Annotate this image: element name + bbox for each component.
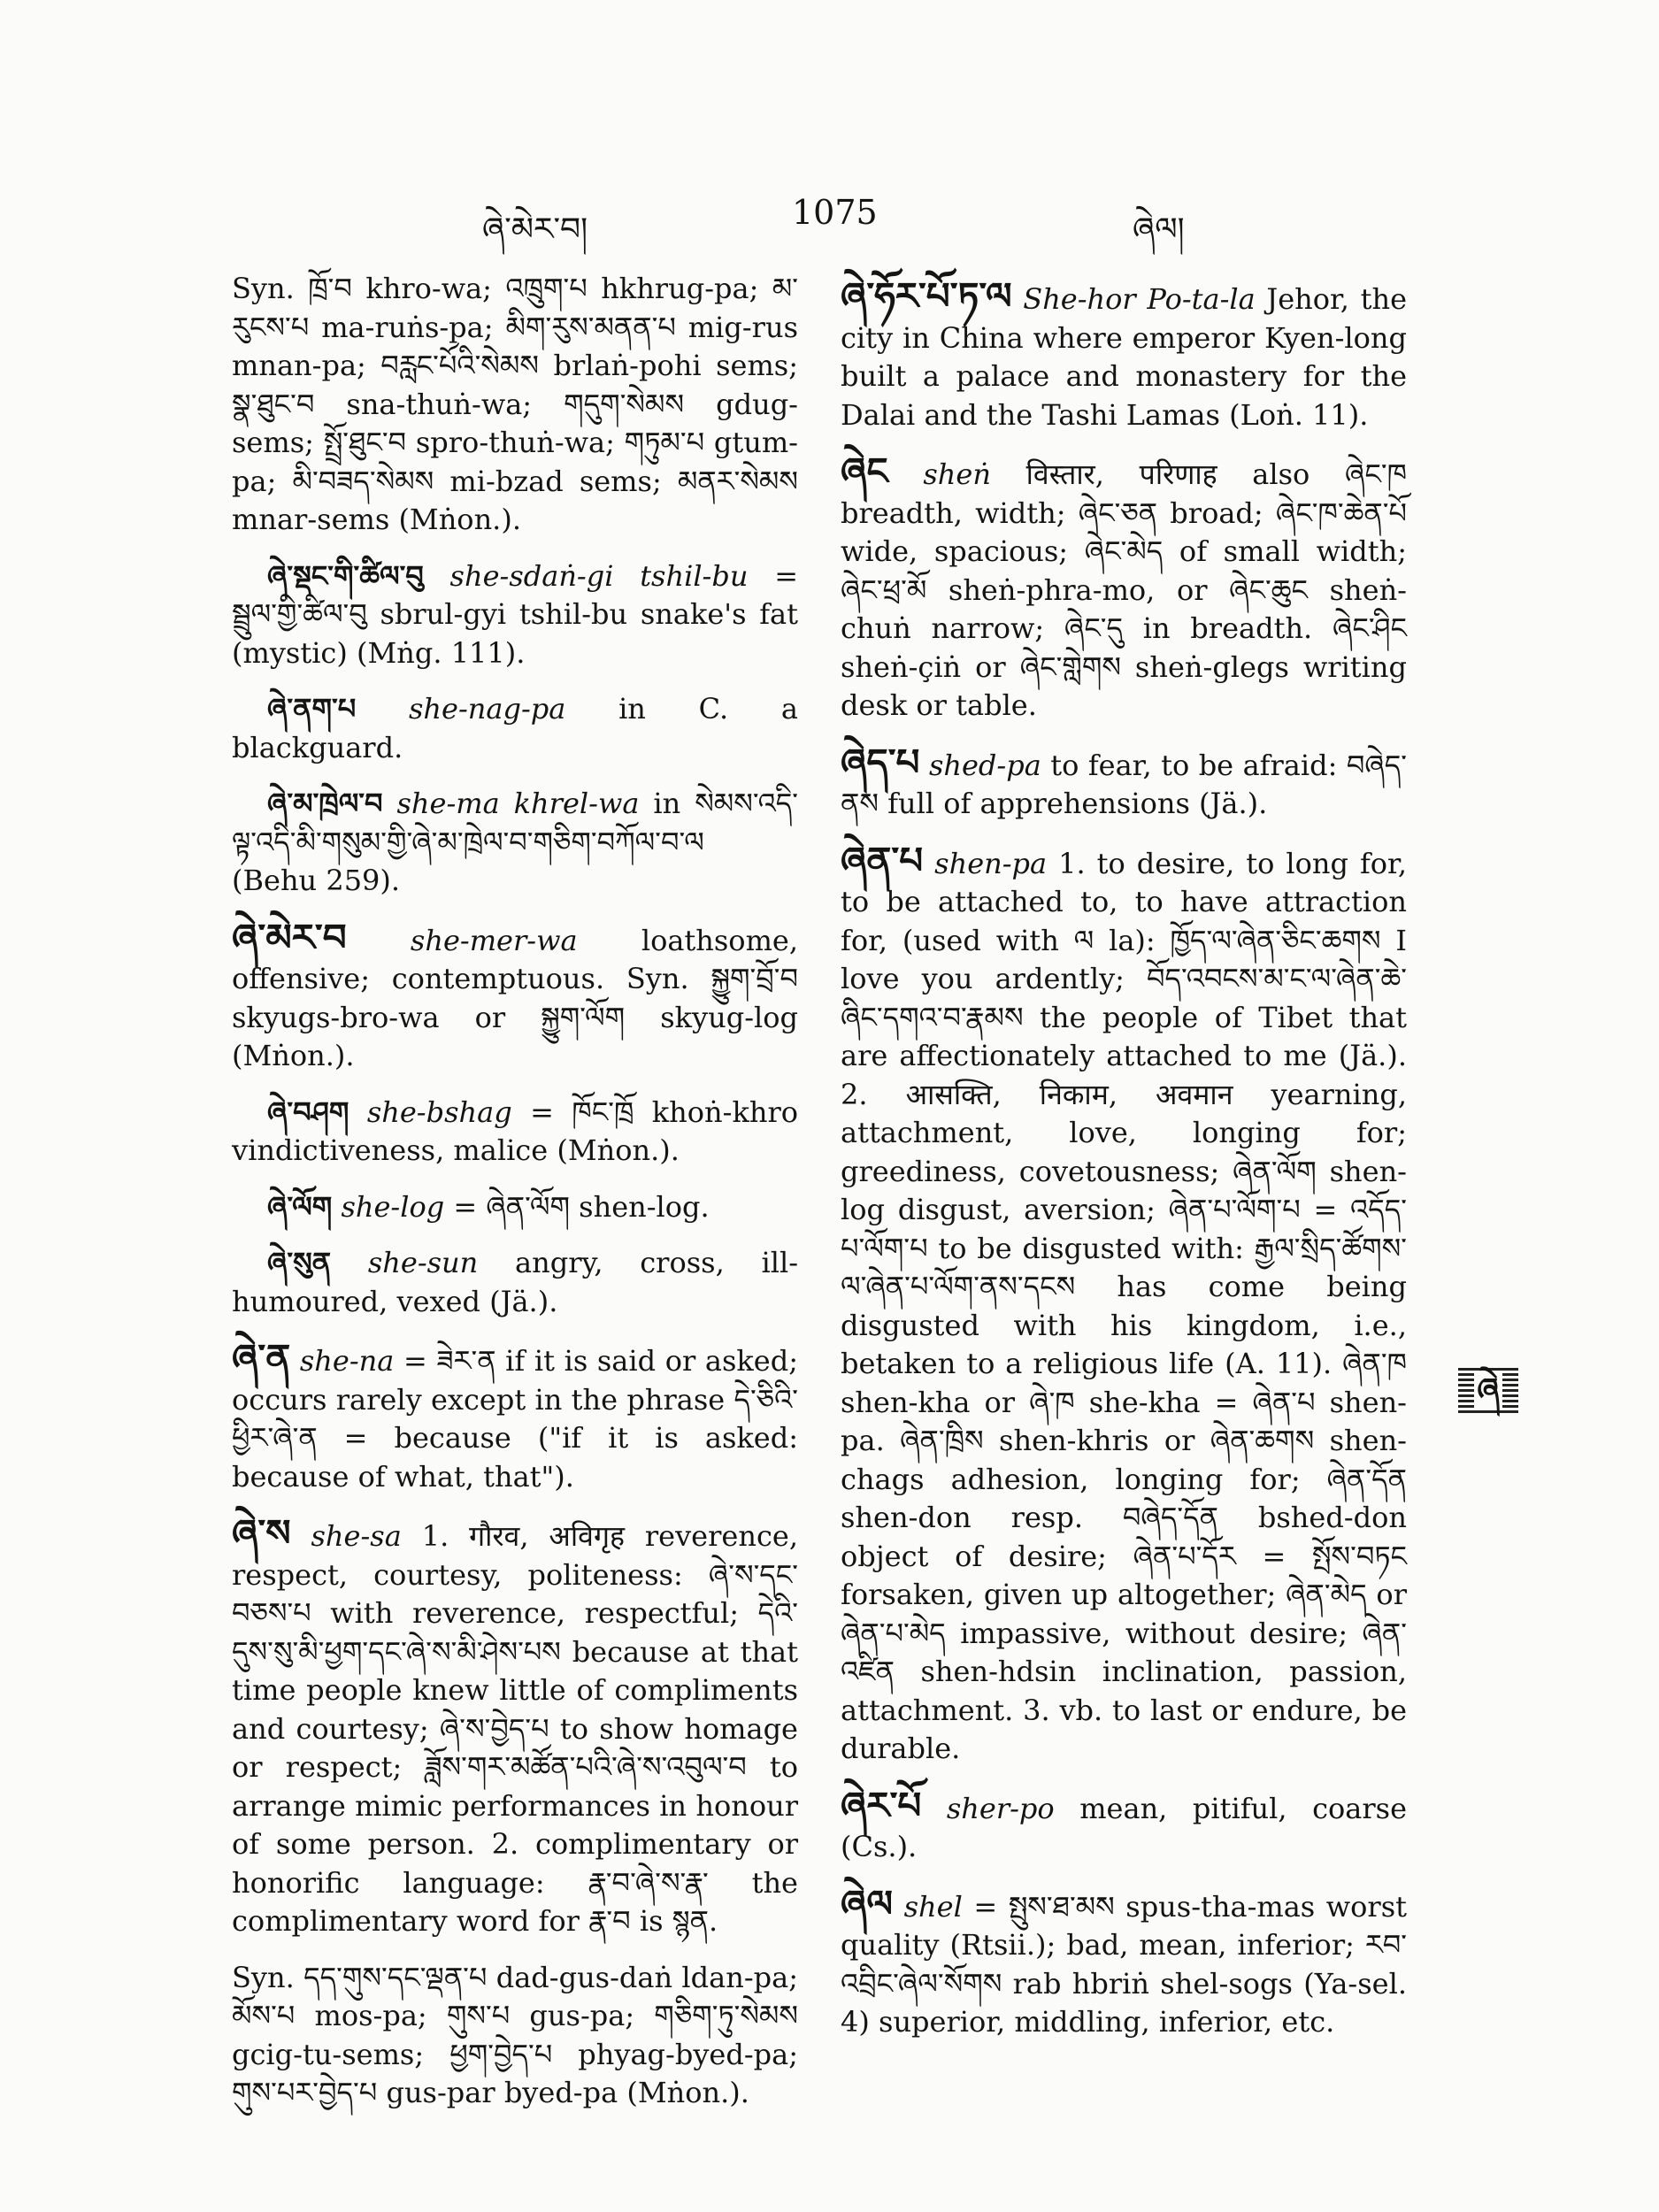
entry-headword: ཞེན་པ [841,838,924,882]
entry-definition: Jehor, the city in China where emperor Kyen-long built a palace and monastery for the Dalai and the Tashi Lamas (Loṅ. 11). [841,282,1408,432]
running-head-right: ཞེལ། [1133,211,1185,248]
entry-transliteration: she-na [299,1344,395,1378]
entry-definition: विस्तार, परिणाह also ཞེང་ཁ breadth, width; ཞེང་ཅན broad; ཞེང་ཁ་ཆེན་པོ wide, spacious; ཞེང་མེད of small width; ཞེང་ཕྲ་མོ sheṅ-phra-mo, or ཞེང་ཆུང sheṅ-chuṅ narrow; ཞེང་དུ in breadth. ཞེང་ཤིང sheṅ-çiṅ or ཞེང་གླེགས sheṅ-glegs writing desk or table. [841,457,1407,722]
entry-headword: ཞེ་ཧོར་པོ་ཏ་ལ [841,274,1012,318]
entry-definition: = སྤུས་ཐ་མས spus-tha-mas worst quality (Rtsii.); bad, mean, inferior; རབ་འབྲིང་ཞེལ་སོགས rab hbriṅ shel-sogs (Ya-sel. 4) superior, middling, inferior, etc. [841,1889,1408,2039]
entry-transliteration: she-sun [367,1246,479,1279]
entry-headword: ཞེ་ས [232,1511,291,1555]
entry-transliteration: She-hor Po-ta-la [1023,282,1256,316]
entry-headword: ཞེ་མེར་བ [232,915,347,959]
entry-headword: ཞེ་མ་ཁྲེལ་བ [267,787,383,820]
dictionary-entry [232,1959,798,2113]
entry-headword: ཞེ་བཤག [267,1094,349,1129]
dictionary-entry [232,690,798,767]
entry-headword: ཞེ་ན [232,1336,291,1379]
dictionary-entry [841,740,1407,824]
entry-headword: ཞེར་པོ [841,1783,922,1827]
dictionary-entry [232,785,798,901]
entry-definition: 1. गौरव, अविगृह reverence, respect, courtesy, politeness: ཞེ་ས་དང་བཅས་པ with reverence, respectful; དེའི་དུས་སུ་མི་ཕྱག་དང་ཞེ་ས་མི་ཤེས་པས because at that time people knew little of compliments and courtesy; ཞེ་ས་བྱེད་པ to show homage or respect; ཟློས་གར་མཚོན་པའི་ཞེ་ས་འབུལ་བ to arrange mimic performances in honour of some person. 2. complimentary or honorific language: རྣ་བ་ཞེ་ས་རྣ་ the complimentary word for རྣ་བ is སྙན. [232,1519,798,1938]
dictionary-entry [232,557,798,673]
entry-transliteration: shel [903,1889,963,1924]
entry-continuation: Syn. ཁྲོ་བ khro-wa; འཁྲུག་པ hkhrug-pa; མ་རུངས་པ ma-ruṅs-pa; མིག་རུས་མནན་པ mig-rus mnan-pa; བརླང་པོའི་སེམས brlaṅ-pohi sems; སྣ་ཐུང་བ sna-thuṅ-wa; གདུག་སེམས gdug-sems; སྤྲོ་ཐུང་བ spro-thuṅ-wa; གཏུམ་པ gtum-pa; མི་བཟད་སེམས mi-bzad sems; མནར་སེམས mnar-sems (Mṅon.). [232,272,798,536]
dictionary-entry [232,1244,798,1321]
entry-definition: to fear, to be afraid: བཞེད་ནས full of apprehensions (Jä.). [841,748,1407,820]
entry-definition: angry, cross, ill-humoured, vexed (Jä.). [232,1246,799,1318]
entry-definition: = ཁོང་ཁྲོ khoṅ-khro vindictiveness, malice (Mṅon.). [232,1094,799,1167]
thumb-index-tab [1458,1367,1518,1413]
entry-transliteration: shed-pa [928,748,1041,782]
dictionary-entry [841,274,1408,434]
entry-headword: ཞེ་སྡང་གི་ཚིལ་བུ [267,558,424,593]
running-head-left: ཞེ་མེར་བ། [482,211,588,248]
entry-headword: ཞེལ [841,1881,894,1925]
dictionary-entry [232,1511,798,1941]
dictionary-entry [841,838,1408,1769]
entry-headword: ཞེ་ལོག [267,1189,333,1224]
right-column [841,270,1407,2060]
dictionary-entry [232,1188,798,1227]
dictionary-entry [232,1094,798,1171]
left-column [232,270,798,2131]
entry-definition: loathsome, offensive; contemptuous. Syn. སྐྱུག་བྲོ་བ skyugs-bro-wa or སྐྱུག་ལོག skyug-log (Mṅon.). [232,923,799,1072]
entry-definition: in C. a blackguard. [232,692,798,764]
entry-transliteration: she-nag-pa [408,692,566,726]
entry-transliteration: she-sdaṅ-gi tshil-bu [449,558,749,593]
entry-transliteration: she-log [341,1189,445,1224]
entry-transliteration: shen-pa [934,846,1048,880]
entry-definition: 1. to desire, to long for, to be attached to, to have attraction for, (used with ལ la): ཁྱོད་ལ་ཞེན་ཅིང་ཆགས I love you ardently; བོད་འབངས་མ་ང་ལ་ཞེན་ཆེ་ཞིང་དགའ་བ་རྣམས the people of Tibet that are affectionately attached to me (Jä.). 2. आसक्ति, निकाम, अवमान yearning, attachment, love, longing for; greediness, covetousness; ཞེན་ལོག shen-log disgust, aversion; ཞེན་པ་ལོག་པ = འདོད་པ་ལོག་པ to be disgusted with: རྒྱལ་སྲིད་ཚོགས་ལ་ཞེན་པ་ལོག་ནས་དངས has come being disgusted with his kingdom, i.e., betaken to a religious life (A. 11). ཞེན་ཁ shen-kha or ཞེ་ཁ she-kha = ཞེན་པ shen-pa. ཞེན་ཁྲིས shen-khris or ཞེན་ཆགས shen-chags adhesion, longing for; ཞེན་དོན shen-don resp. བཞེད་དོན bshed-don object of desire; ཞེན་པ་དོར = སྤོས་བཏང forsaken, given up altogether; ཞེན་མེད or ཞེན་པ་མེད impassive, without desire; ཞེན་འཛིན shen-hdsin inclination, passion, attachment. 3. vb. to last or endure, be durable. [841,846,1408,1765]
entry-transliteration: sheṅ [923,457,991,491]
entry-transliteration: she-mer-wa [410,923,578,957]
entry-definition: in སེམས་འདི་ལྟ་འདི་མི་གསུམ་གྱི་ཞེ་མ་ཁྲེལ་བ་གཅིག་བཀོལ་བ་ལ (Behu 259). [232,787,799,897]
entry-headword: ཞེ་སུན [267,1246,332,1279]
entry-transliteration: she-bshag [366,1094,512,1129]
page-number: 1075 [792,193,878,232]
entry-headword: ཞེ་ནག་པ [267,692,357,726]
dictionary-entry [841,449,1407,726]
dictionary-entry [232,915,799,1076]
dictionary-entry [232,1336,798,1496]
dictionary-entry [841,1783,1407,1867]
dictionary-entry [841,1881,1408,2042]
entry-definition: = ཟེར་ན if it is said or asked; occurs rarely except in the phrase དེ་ཅིའི་ཕྱིར་ཞེ་ན = because ("if it is asked: because of what, that"). [232,1344,798,1494]
dictionary-entry [232,270,798,540]
entry-continuation: Syn. དད་གུས་དང་ལྡན་པ dad-gus-daṅ ldan-pa; མོས་པ mos-pa; གུས་པ gus-pa; གཅིག་ཏུ་སེམས gcig-tu-sems; ཕྱག་བྱེད་པ phyag-byed-pa; གུས་པར་བྱེད་པ gus-par byed-pa (Mṅon.). [232,1960,798,2109]
entry-headword: ཞེང [841,449,888,493]
entry-transliteration: she-sa [311,1519,402,1553]
entry-transliteration: sher-po [946,1791,1055,1825]
entry-transliteration: she-ma khrel-wa [396,787,640,820]
entry-headword: ཞེད་པ [841,740,920,784]
thumb-index-label: ཞེ [1474,1372,1502,1408]
entry-definition: = སྦྲུལ་གྱི་ཚིལ་བུ sbrul-gyi tshil-bu snake's fat (mystic) (Mṅg. 111). [232,558,798,670]
entry-definition: mean, pitiful, coarse (Cs.). [841,1791,1407,1863]
entry-definition: = ཞེན་ལོག shen-log. [453,1189,710,1224]
